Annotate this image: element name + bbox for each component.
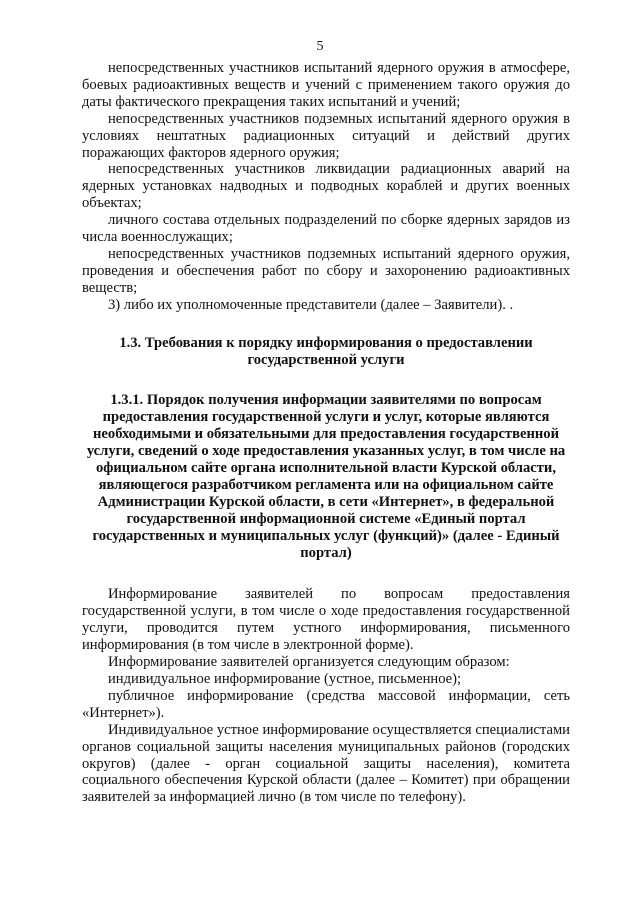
page-number: 5 — [316, 39, 324, 54]
list-item: непосредственных участников подземных испытаний ядерного оружия в условиях нештатных радиационных ситуаций и действий других поражающих факторов ядерного оружия; — [82, 110, 570, 161]
list-item: личного состава отдельных подразделений по сборке ядерных зарядов из числа военнослужащих; — [82, 212, 570, 246]
body-paragraph: Индивидуальное устное информирование осуществляется специалистами органов социальной защиты населения муниципальных районов (городских округов) (далее - орган социальной защиты населения), комитета социального обеспечения Курской области (далее – Комитет) при обращении заявителей за информацией лично (в том числе по телефону). — [82, 721, 570, 806]
list-item: непосредственных участников испытаний ядерного оружия в атмосфере, боевых радиоактивных веществ и учений с применением такого оружия до даты фактического прекращения таких испытаний и учений; — [82, 60, 570, 110]
section-heading: 1.3. Требования к порядку информирования о предоставлении государственной услуги — [119, 334, 533, 368]
list-item: непосредственных участников подземных испытаний ядерного оружия, проведения и обеспечения работ по сбору и захоронению радиоактивных веществ; — [82, 245, 570, 296]
list-item: 3) либо их уполномоченные представители (далее – Заявители). . — [108, 296, 514, 313]
body-paragraph: Информирование заявителей организуется следующим образом: — [108, 654, 510, 671]
subsection-heading: 1.3.1. Порядок получения информации заявителями по вопросам предоставления государственной услуги и услуг, которые являются необходимыми и обязательными для предоставления государственной услуги, сведений о ходе предоставления указанных услуг, в том числе на официальном сайте органа исполнительной власти Курской области, являющегося разработчиком регламента или на официальном сайте Администрации Курской области, в сети «Интернет», в федеральной государственной информационной системе «Единый портал государственных и муниципальных услуг (функций)» (далее - Единый портал) — [86, 392, 566, 561]
list-item: непосредственных участников ликвидации радиационных аварий на ядерных установках надводных и подводных кораблей и других военных объектах; — [82, 161, 570, 212]
document-body — [82, 60, 570, 806]
body-paragraph: Информирование заявителей по вопросам предоставления государственной услуги, в том числе о ходе предоставления государственной услуги, проводится путем устного информирования, письменного информирования (в том числе в электронной форме). — [82, 586, 570, 654]
body-paragraph: публичное информирование (средства массовой информации, сеть «Интернет»). — [82, 687, 570, 721]
body-paragraph: индивидуальное информирование (устное, письменное); — [108, 671, 462, 687]
